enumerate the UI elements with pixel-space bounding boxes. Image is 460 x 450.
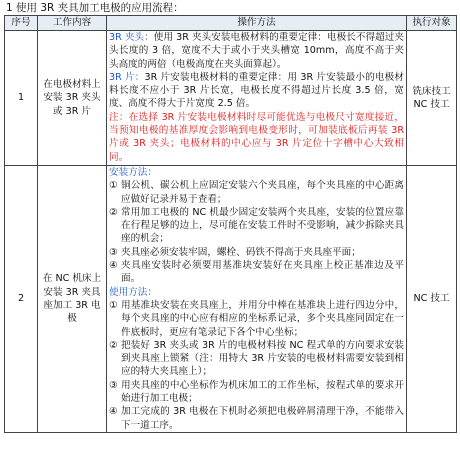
op-3r-holder-text: 使用 3R 夹头安装电极材料的重要定律：电极长不得超过夹头长度的 3 倍，宽度不大于或小于夹头槽宽 10mm，高度不高于夹头高度的两倍（电极高度在夹头面算起）。 — [109, 32, 404, 70]
table-row — [5, 31, 457, 166]
list-item — [109, 206, 404, 246]
item-text: 用夹具座的中心坐标作为机床加工的工作坐标，按程式单的要求开始进行加工电极； — [121, 379, 404, 405]
install-method-title: 安装方法： — [109, 167, 157, 178]
install-list — [109, 179, 404, 285]
op-3r-plate-text: 3R 片安装电极材料的重要定律：用 3R 片安装最小的电极材料长度不应小于 3R 片长宽，电极长度不得超过片长度 3.5 倍，宽度、高度不得大于片宽度 2.5 倍。 — [109, 71, 404, 110]
item-number: ③ — [109, 379, 118, 391]
row1-work: 在电极材料上安装 3R 夹头或 3R 片 — [38, 31, 107, 166]
item-number: ① — [109, 299, 118, 311]
list-item — [109, 405, 404, 432]
item-text: 用基准块安装在夹具座上，并用分中棒在基准块上进行四边分中，每个夹具座的中心应有相应的坐标系记录，多个夹具座同固定在一件底板时，更应有笔录记下各个中心坐标； — [121, 299, 404, 338]
process-table — [4, 15, 457, 433]
row1-op-3r-plate — [109, 71, 404, 111]
item-number: ② — [109, 206, 118, 218]
row1-executor: 铣床技工 NC 技工 — [407, 31, 457, 166]
item-text: 加工完成的 3R 电极在下机时必须把电极碎屑清理干净，不能带入下一道工序。 — [121, 406, 404, 431]
table-row — [5, 166, 457, 433]
op-3r-holder-label: 3R 夹头： — [109, 32, 154, 43]
item-number: ④ — [109, 406, 118, 418]
item-number: ① — [109, 180, 118, 192]
header-operation: 操作方法 — [107, 16, 407, 31]
header-row — [5, 16, 457, 31]
usage-list — [109, 299, 404, 432]
usage-method-title: 使用方法： — [109, 286, 157, 298]
row2-executor: NC 技工 — [407, 166, 457, 433]
row1-op-3r-holder — [109, 31, 404, 71]
list-item — [109, 339, 404, 379]
header-work: 工作内容 — [38, 16, 107, 31]
list-item — [109, 259, 404, 286]
document-caption: 1 使用 3R 夹具加工电极的应用流程： — [6, 2, 184, 14]
header-seq: 序号 — [5, 16, 38, 31]
item-number: ② — [109, 339, 118, 351]
item-text: 夹具座安装时必须要用基准块安装好在夹具座上校正基准边及平面。 — [121, 260, 404, 285]
row1-note: 注：在选择 3R 片安装电极材料时尽可能优选与电极尺寸宽度接近，当预知电极的基准厚度会影响到电极变形时，可加装底板后再装 3R 片或 3R 夹头；电极材料的中心应与 3R 片定位十字槽中心大致相同。 — [109, 111, 404, 163]
row2-seq: 2 — [5, 166, 38, 433]
item-number: ④ — [109, 260, 118, 272]
item-text: 铜公机、碳公机上应固定安装六个夹具座，每个夹具座的中心距离应做好记录并易于查看； — [121, 180, 404, 205]
row2-operation — [107, 166, 407, 433]
row2-work: 在 NC 机床上安装 3R 夹具座加工 3R 电极 — [38, 166, 107, 433]
row1-operation — [107, 31, 407, 166]
list-item — [109, 379, 404, 406]
item-text: 把装好 3R 夹头或 3R 片的电极材料按 NC 程式单的方向要求安装到夹具座上锁紧（注：用特大 3R 片安装的电极材料需要安装到相应的特大夹具座上）； — [121, 339, 404, 378]
list-item — [109, 179, 404, 206]
op-3r-plate-label: 3R 片： — [109, 71, 145, 83]
list-item — [109, 246, 404, 259]
item-text: 夹具座必须安装牢固，螺栓、码铁不得高于夹具座平面； — [121, 246, 361, 258]
item-text: 常用加工电极的 NC 机最少固定安装两个夹具座，安装的位置应靠在行程足够的边上，尽可能在安装工件时不受影响，减少拆除夹具座的机会； — [121, 206, 404, 245]
header-executor: 执行对象 — [407, 16, 457, 31]
row1-seq: 1 — [5, 31, 38, 166]
list-item — [109, 299, 404, 339]
item-number: ③ — [109, 246, 118, 258]
